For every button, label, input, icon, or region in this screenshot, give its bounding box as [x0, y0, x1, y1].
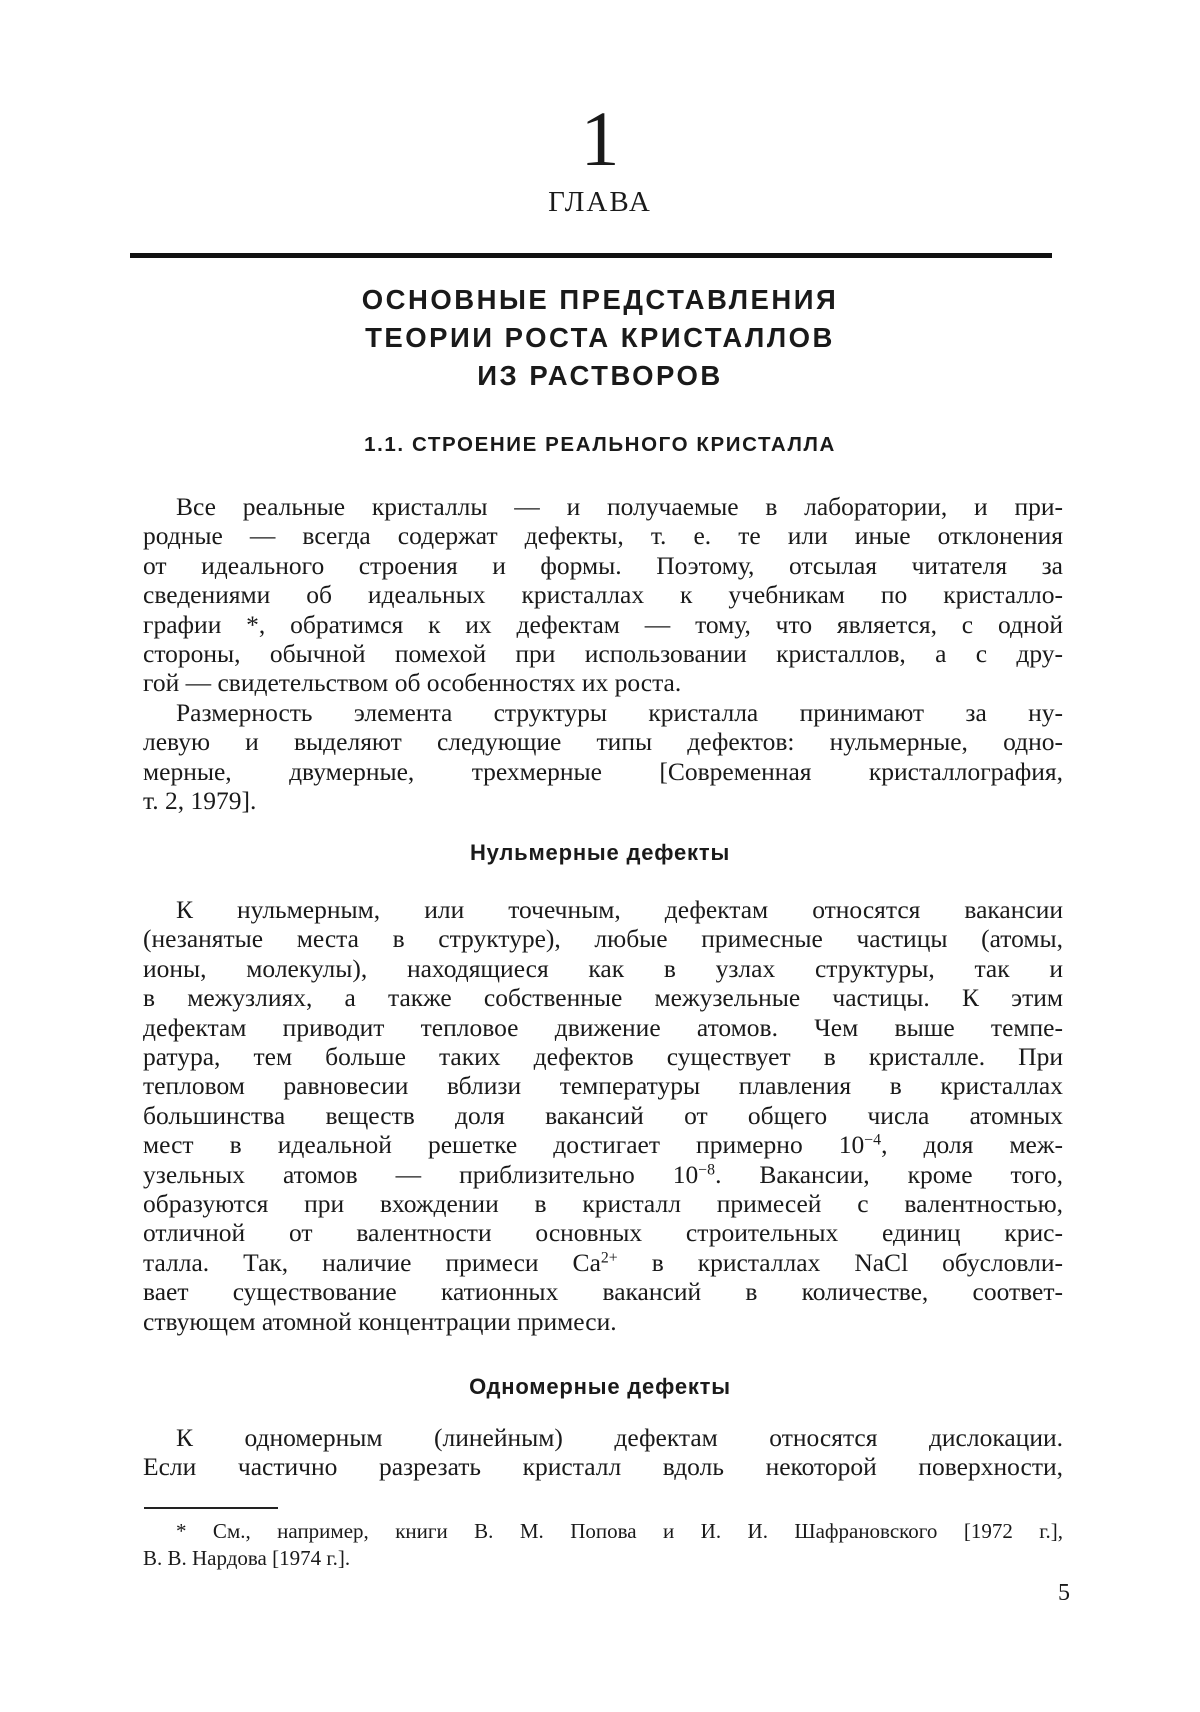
chapter-title-line: ТЕОРИИ РОСТА КРИСТАЛЛОВ	[365, 322, 835, 353]
text-line: левую и выделяют следующие типы дефектов: нульмерные, одно-	[143, 727, 1063, 757]
footnote-divider	[144, 1507, 278, 1509]
subheading-point-defects: Нульмерные дефекты	[469, 840, 731, 865]
intro-paragraphs	[143, 492, 1063, 815]
page-number: 5	[1058, 1580, 1070, 1606]
footnote-line: * См., например, книги В. М. Попова и И. И. Шафрановского [1972 г.],	[176, 1519, 1063, 1543]
footnote-line: В. В. Нардова [1974 г.].	[143, 1546, 351, 1570]
text-line: от идеального строения и формы. Поэтому, отсылая читателя за	[143, 550, 1063, 580]
exponent: −8	[698, 1160, 716, 1178]
text-line: в межузлиях, а также собственные межузельные частицы. К этим	[143, 983, 1063, 1013]
point-defects-paragraph	[143, 895, 1063, 1336]
text-line: дефектам приводит тепловое движение атомов. Чем выше темпе-	[143, 1012, 1063, 1042]
text-line-with-exponent: мест в идеальной решетке достигает примерно $10^{-4}$, доля меж-	[143, 1130, 1063, 1160]
text-line: К нульмерным, или точечным, дефектам относятся вакансии	[176, 895, 1063, 924]
section-heading: 1.1. СТРОЕНИЕ РЕАЛЬНОГО КРИСТАЛЛА	[364, 433, 836, 456]
text-line: (незанятые места в структуре), любые примесные частицы (атомы,	[143, 924, 1063, 954]
text-line: ствующем атомной концентрации примеси.	[143, 1306, 617, 1336]
chapter-title-line: ОСНОВНЫЕ ПРЕДСТАВЛЕНИЯ	[361, 284, 839, 315]
text-line: стороны, обычной помехой при использовании кристаллов, а с дру-	[143, 639, 1063, 669]
text-line: тепловом равновесии вблизи температуры плавления в кристаллах	[143, 1071, 1063, 1101]
text-line: мерные, двумерные, трехмерные [Современная кристаллография,	[143, 756, 1063, 786]
text-line: Если частично разрезать кристалл вдоль некоторой поверхности,	[143, 1452, 1063, 1482]
chapter-title	[0, 281, 1200, 395]
text-line: отличной от валентности основных строительных единиц крис-	[143, 1218, 1063, 1248]
chapter-label: ГЛАВА	[548, 186, 652, 218]
text-line: вает существование катионных вакансий в количестве, соответ-	[143, 1277, 1063, 1307]
text-line: образуются при вхождении в кристалл примесей с валентностью,	[143, 1189, 1063, 1219]
chapter-title-line: ИЗ РАСТВОРОВ	[477, 360, 723, 391]
text-line: сведениями об идеальных кристаллах к учебникам по кристалло-	[143, 580, 1063, 610]
text-line: большинства веществ доля вакансий от общего числа атомных	[143, 1100, 1063, 1130]
text-line: графии *, обратимся к их дефектам — тому, что является, с одной	[143, 609, 1063, 639]
ion-charge: 2+	[600, 1249, 618, 1267]
chapter-number: 1	[580, 95, 620, 182]
text-line: Размерность элемента структуры кристалла принимают за ну-	[176, 697, 1063, 727]
footnote	[143, 1518, 1063, 1572]
line-defects-paragraph	[143, 1423, 1063, 1482]
text-line-with-ion: талла. Так, наличие примеси $Ca^{2+}$ в кристаллах NaCl обусловли-	[143, 1247, 1063, 1277]
text-line: ратура, тем больше таких дефектов существует в кристалле. При	[143, 1042, 1063, 1072]
text-line: родные — всегда содержат дефекты, т. е. те или иные отклонения	[143, 521, 1063, 551]
exponent: −4	[864, 1131, 882, 1149]
text-line-with-exponent: узельных атомов — приблизительно $10^{-8}$. Вакансии, кроме того,	[143, 1159, 1063, 1189]
text-line: гой — свидетельством об особенностях их роста.	[143, 668, 682, 698]
chapter-divider	[130, 253, 1052, 258]
subheading-line-defects: Одномерные дефекты	[469, 1374, 731, 1399]
text-line: К одномерным (линейным) дефектам относятся дислокации.	[176, 1423, 1063, 1452]
text-line: ионы, молекулы), находящиеся как в узлах структуры, так и	[143, 953, 1063, 983]
text-line: Все реальные кристаллы — и получаемые в лаборатории, и при-	[176, 492, 1063, 521]
text-line: т. 2, 1979].	[143, 786, 257, 816]
